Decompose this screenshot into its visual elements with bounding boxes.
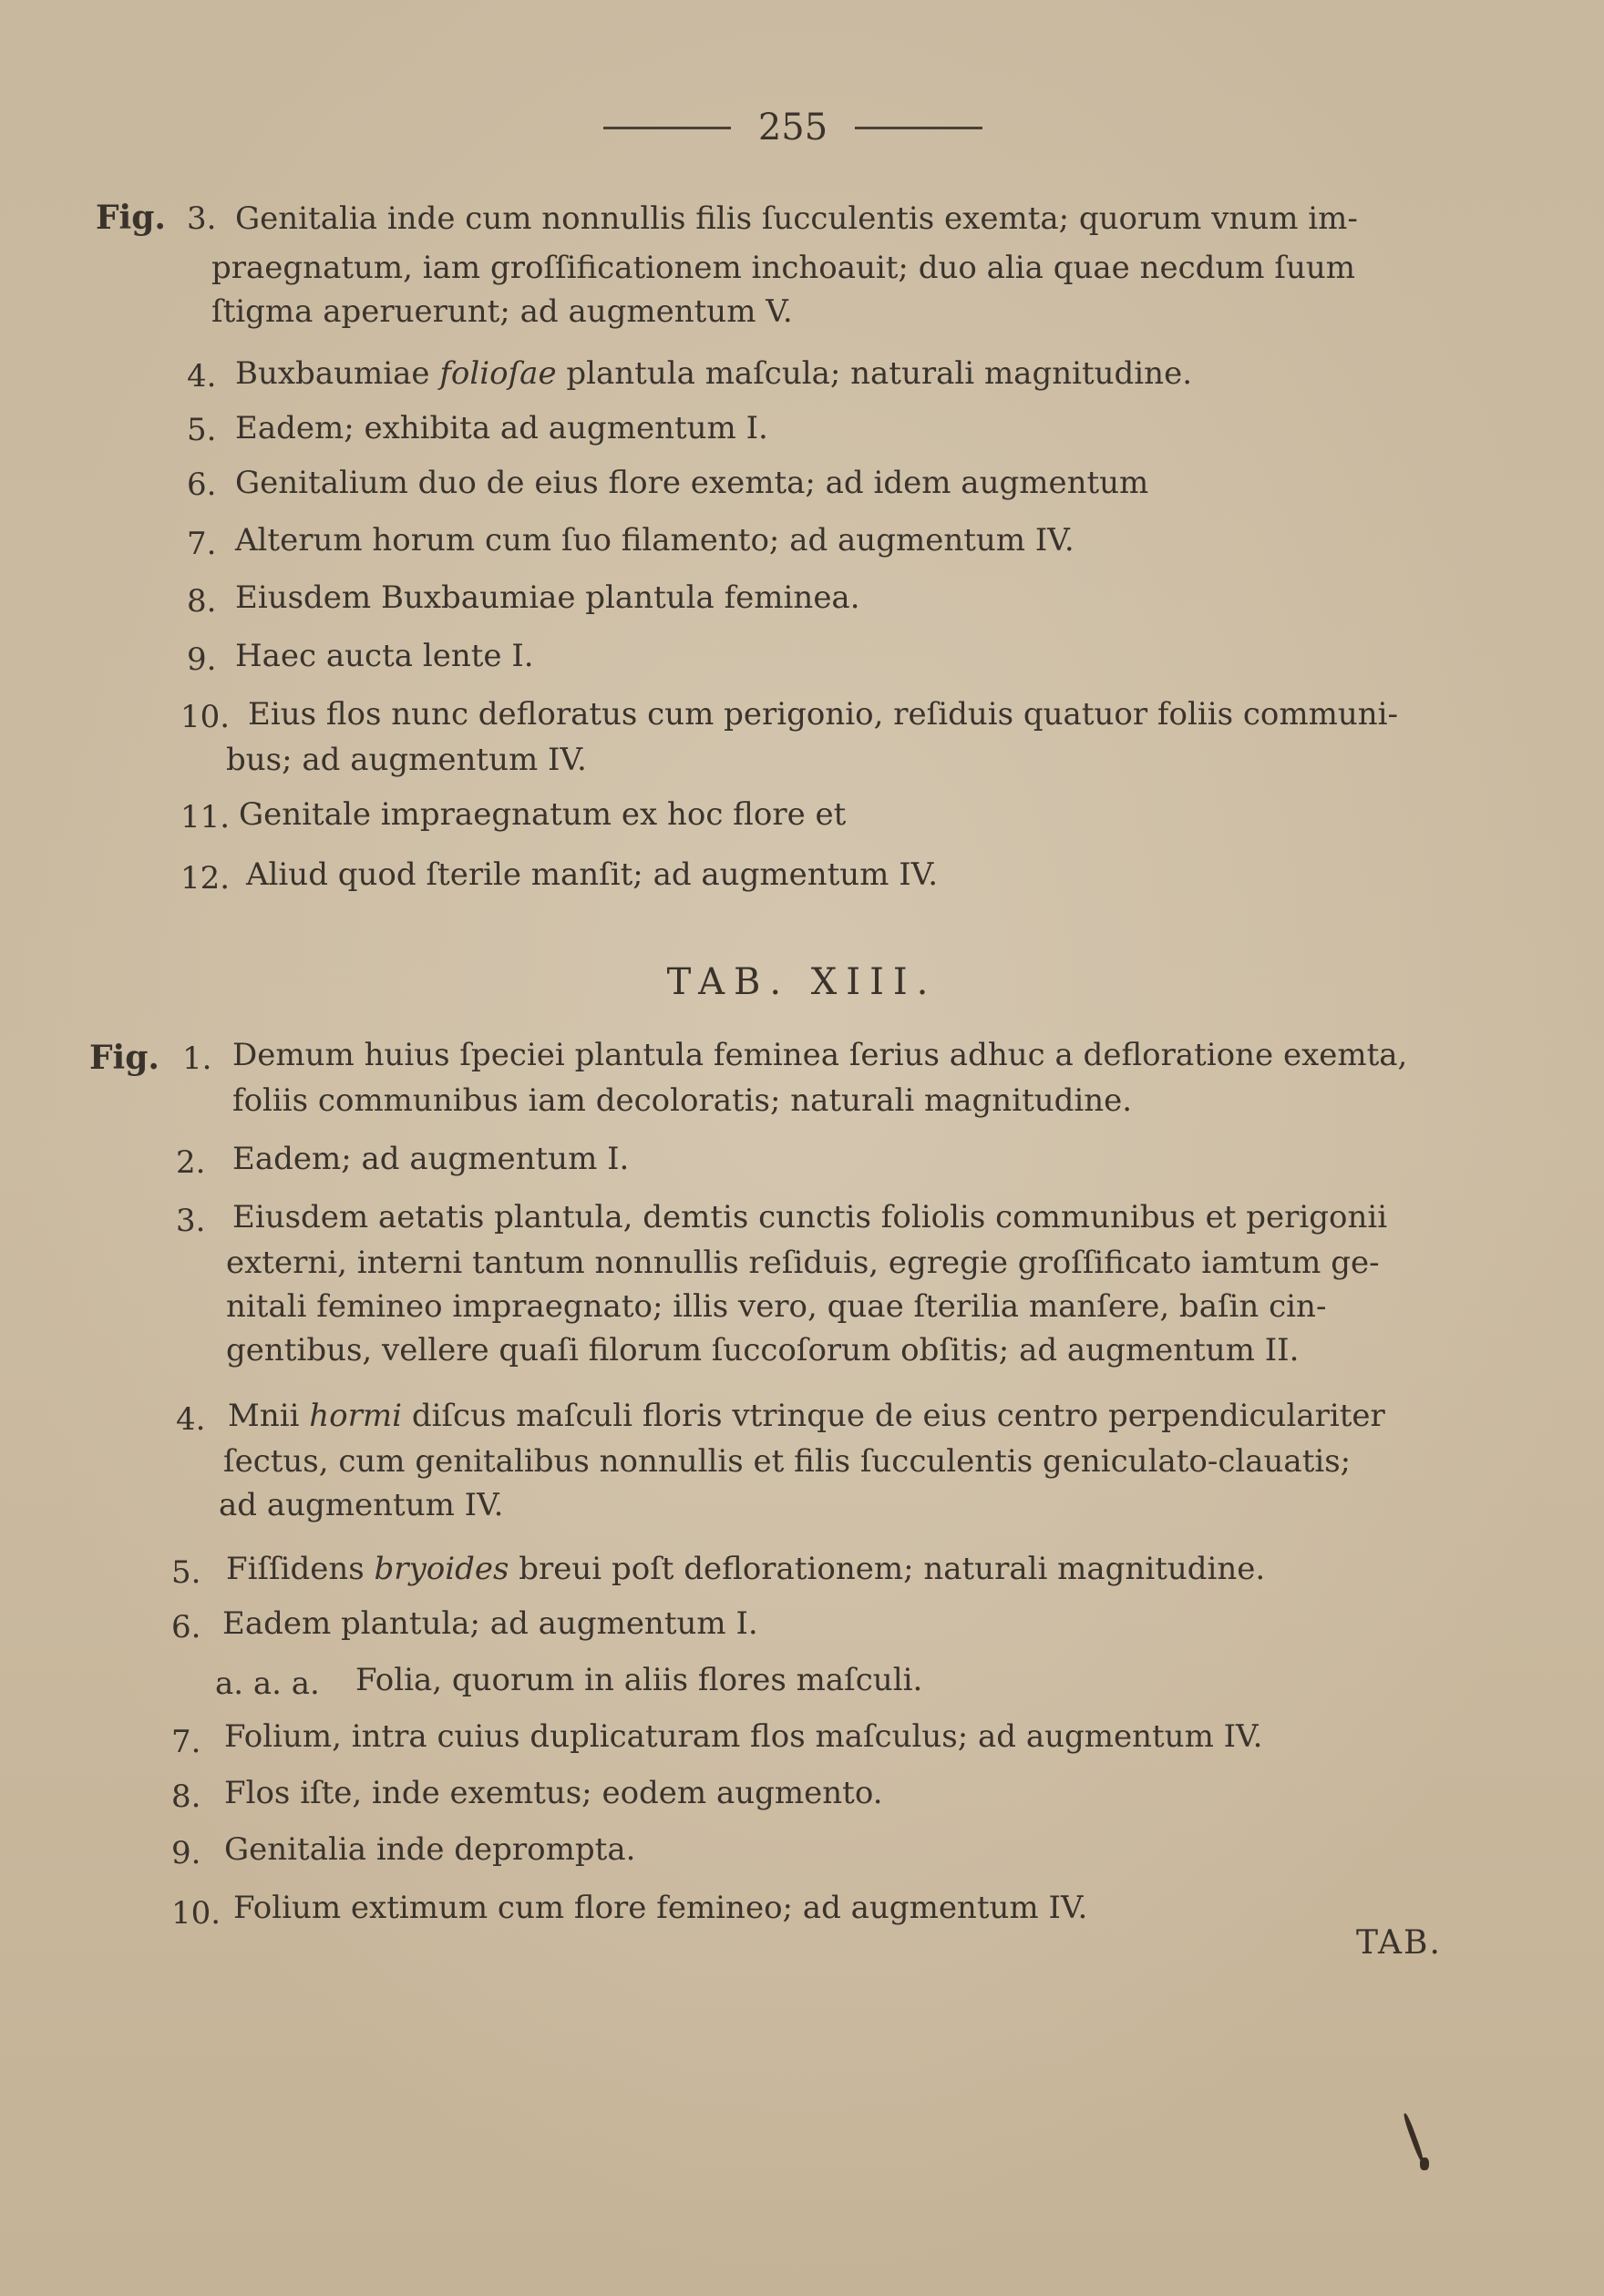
page-header [583, 100, 1002, 155]
entry-line: Buxbaumiae folioſae plantula maſcula; naturali magnitudine. [235, 355, 1193, 392]
ink-mark [1403, 2113, 1425, 2163]
entry-number: 7. [171, 1724, 201, 1760]
entry-line: nitali femineo impraegnato; illis vero, quae ſterilia manſere, baſin cin- [226, 1288, 1327, 1325]
entry-number: 3. [187, 200, 217, 237]
entry-line: Genitale impraegnatum ex hoc flore et [239, 796, 847, 833]
entry-line: Genitalia inde deprompta. [224, 1831, 636, 1868]
catchword: TAB. [1356, 1924, 1442, 1962]
entry-number: 8. [187, 583, 217, 620]
entry-line: praegnatum, iam groſſificationem inchoauit; duo alia quae necdum ſuum [211, 250, 1355, 286]
entry-line: Eadem plantula; ad augmentum I. [222, 1605, 758, 1642]
entry-line: Folium, intra cuius duplicaturam flos maſculus; ad augmentum IV. [224, 1718, 1263, 1755]
entry-line: Alterum horum cum ſuo filamento; ad augmentum IV. [235, 522, 1074, 559]
entry-line: Eiusdem aetatis plantula, demtis cunctis foliolis communibus et perigonii [232, 1199, 1388, 1235]
entry-number: 1. [182, 1040, 212, 1077]
entry-number: 11. [180, 799, 231, 835]
header-rule-right [855, 127, 982, 129]
entry-line: bus; ad augmentum IV. [226, 742, 587, 778]
entry-number: 5. [187, 412, 217, 448]
entry-number: 5. [171, 1554, 201, 1591]
entry-line: Folia, quorum in aliis flores maſculi. [355, 1662, 923, 1698]
entry-number: 8. [171, 1778, 201, 1815]
ink-dot [1420, 2158, 1429, 2170]
entry-line: Folium extimum cum flore femineo; ad augmentum IV. [233, 1890, 1088, 1926]
entry-line: Haec aucta lente I. [235, 638, 534, 674]
fig-label: Fig. [96, 199, 166, 237]
entry-line: ſtigma aperuerunt; ad augmentum V. [211, 293, 793, 330]
entry-number: 2. [176, 1144, 206, 1181]
entry-line: ad augmentum IV. [219, 1487, 504, 1523]
entry-number: 3. [176, 1203, 206, 1239]
entry-line: Genitalium duo de eius flore exemta; ad idem augmentum [235, 465, 1149, 501]
entry-number: 10. [171, 1895, 221, 1932]
entry-line: Genitalia inde cum nonnullis filis ſucculentis exemta; quorum vnum im- [235, 200, 1358, 237]
entry-number: a. a. a. [215, 1666, 320, 1702]
entry-line: Eiusdem Buxbaumiae plantula feminea. [235, 579, 860, 616]
page-number: 255 [757, 107, 828, 149]
entry-number: 4. [187, 358, 217, 395]
entry-line: Demum huius ſpeciei plantula feminea ſerius adhuc a defloratione exemta, [232, 1037, 1408, 1073]
entry-line: Eadem; ad augmentum I. [232, 1141, 630, 1177]
header-rule-left [603, 127, 731, 129]
entry-line: Eius flos nunc defloratus cum perigonio, reſiduis quatuor foliis communi- [248, 696, 1398, 733]
entry-line: Aliud quod ſterile manſit; ad augmentum IV. [246, 856, 939, 893]
entry-number: 4. [176, 1401, 206, 1438]
entry-line: Fiſſidens bryoides breui poſt deflorationem; naturali magnitudine. [226, 1551, 1266, 1587]
entry-number: 7. [187, 526, 217, 562]
fig-label: Fig. [89, 1039, 159, 1077]
entry-line: foliis communibus iam decoloratis; naturali magnitudine. [232, 1082, 1133, 1119]
entry-line: Eadem; exhibita ad augmentum I. [235, 410, 768, 446]
entry-number: 12. [180, 860, 231, 897]
entry-line: ſectus, cum genitalibus nonnullis et filis ſucculentis geniculato-clauatis; [223, 1443, 1352, 1480]
entry-number: 9. [171, 1835, 201, 1871]
section-title: TAB. XIII. [666, 961, 938, 1003]
entry-number: 6. [187, 466, 217, 503]
entry-line: Mnii hormi diſcus maſculi floris vtrinque de eius centro perpendiculariter [228, 1398, 1385, 1434]
entry-number: 6. [171, 1609, 201, 1645]
entry-line: Flos iſte, inde exemtus; eodem augmento. [224, 1775, 883, 1811]
entry-number: 9. [187, 641, 217, 678]
entry-number: 10. [180, 699, 231, 735]
entry-line: gentibus, vellere quaſi filorum ſuccoſorum obſitis; ad augmentum II. [226, 1332, 1300, 1368]
entry-line: externi, interni tantum nonnullis reſiduis, egregie groſſificato iamtum ge- [226, 1245, 1380, 1281]
